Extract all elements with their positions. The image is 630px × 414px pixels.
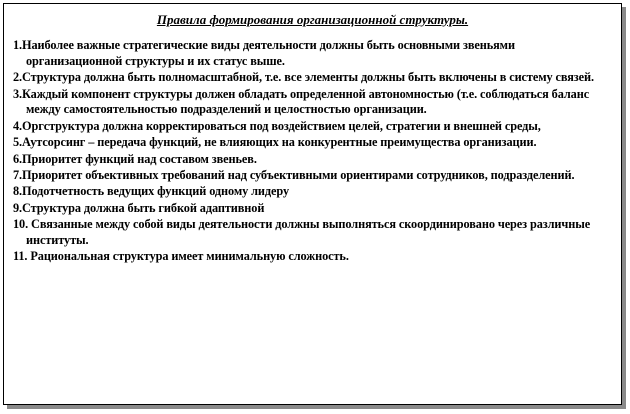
rule-item-3: 3.Каждый компонент структуры должен обладать определенной автономностью (т.е. соблюдаться баланс между самостоятельностью подразделений и целостностью организации.: [13, 86, 590, 117]
rules-list: [4, 38, 621, 265]
rule-item-1: 1.Наиболее важные стратегические виды деятельности должны быть основными звеньями организационной структуры и их статус выше.: [13, 38, 515, 68]
rule-item-7: 7.Приоритет объективных требований над субъективными ориентирами сотрудников, подразделений.: [13, 167, 575, 182]
document-title: Правила формирования организационной структуры.: [156, 12, 469, 27]
rule-item-5: 5.Аутсорсинг – передача функций, не влияющих на конкурентные преимущества организации.: [13, 135, 537, 150]
rule-item-9: 9.Структура должна быть гибкой адаптивной: [13, 200, 265, 215]
rule-item-6: 6.Приоритет функций над составом звеньев.: [13, 151, 257, 166]
rule-item-8: 8.Подотчетность ведущих функций одному лидеру: [13, 184, 290, 199]
rule-item-2: 2.Структура должна быть полномасштабной, т.е. все элементы должны быть включены в систему связей.: [13, 70, 594, 85]
rule-item-11: 11. Рациональная структура имеет минимальную сложность.: [13, 249, 349, 264]
rules-text-box: [3, 3, 622, 405]
rule-item-4: 4.Оргструктура должна корректироваться под воздействием целей, стратегии и внешней среды,: [13, 118, 541, 133]
rule-item-10: 10. Связанные между собой виды деятельности должны выполняться скоординировано через различные институты.: [13, 217, 591, 247]
